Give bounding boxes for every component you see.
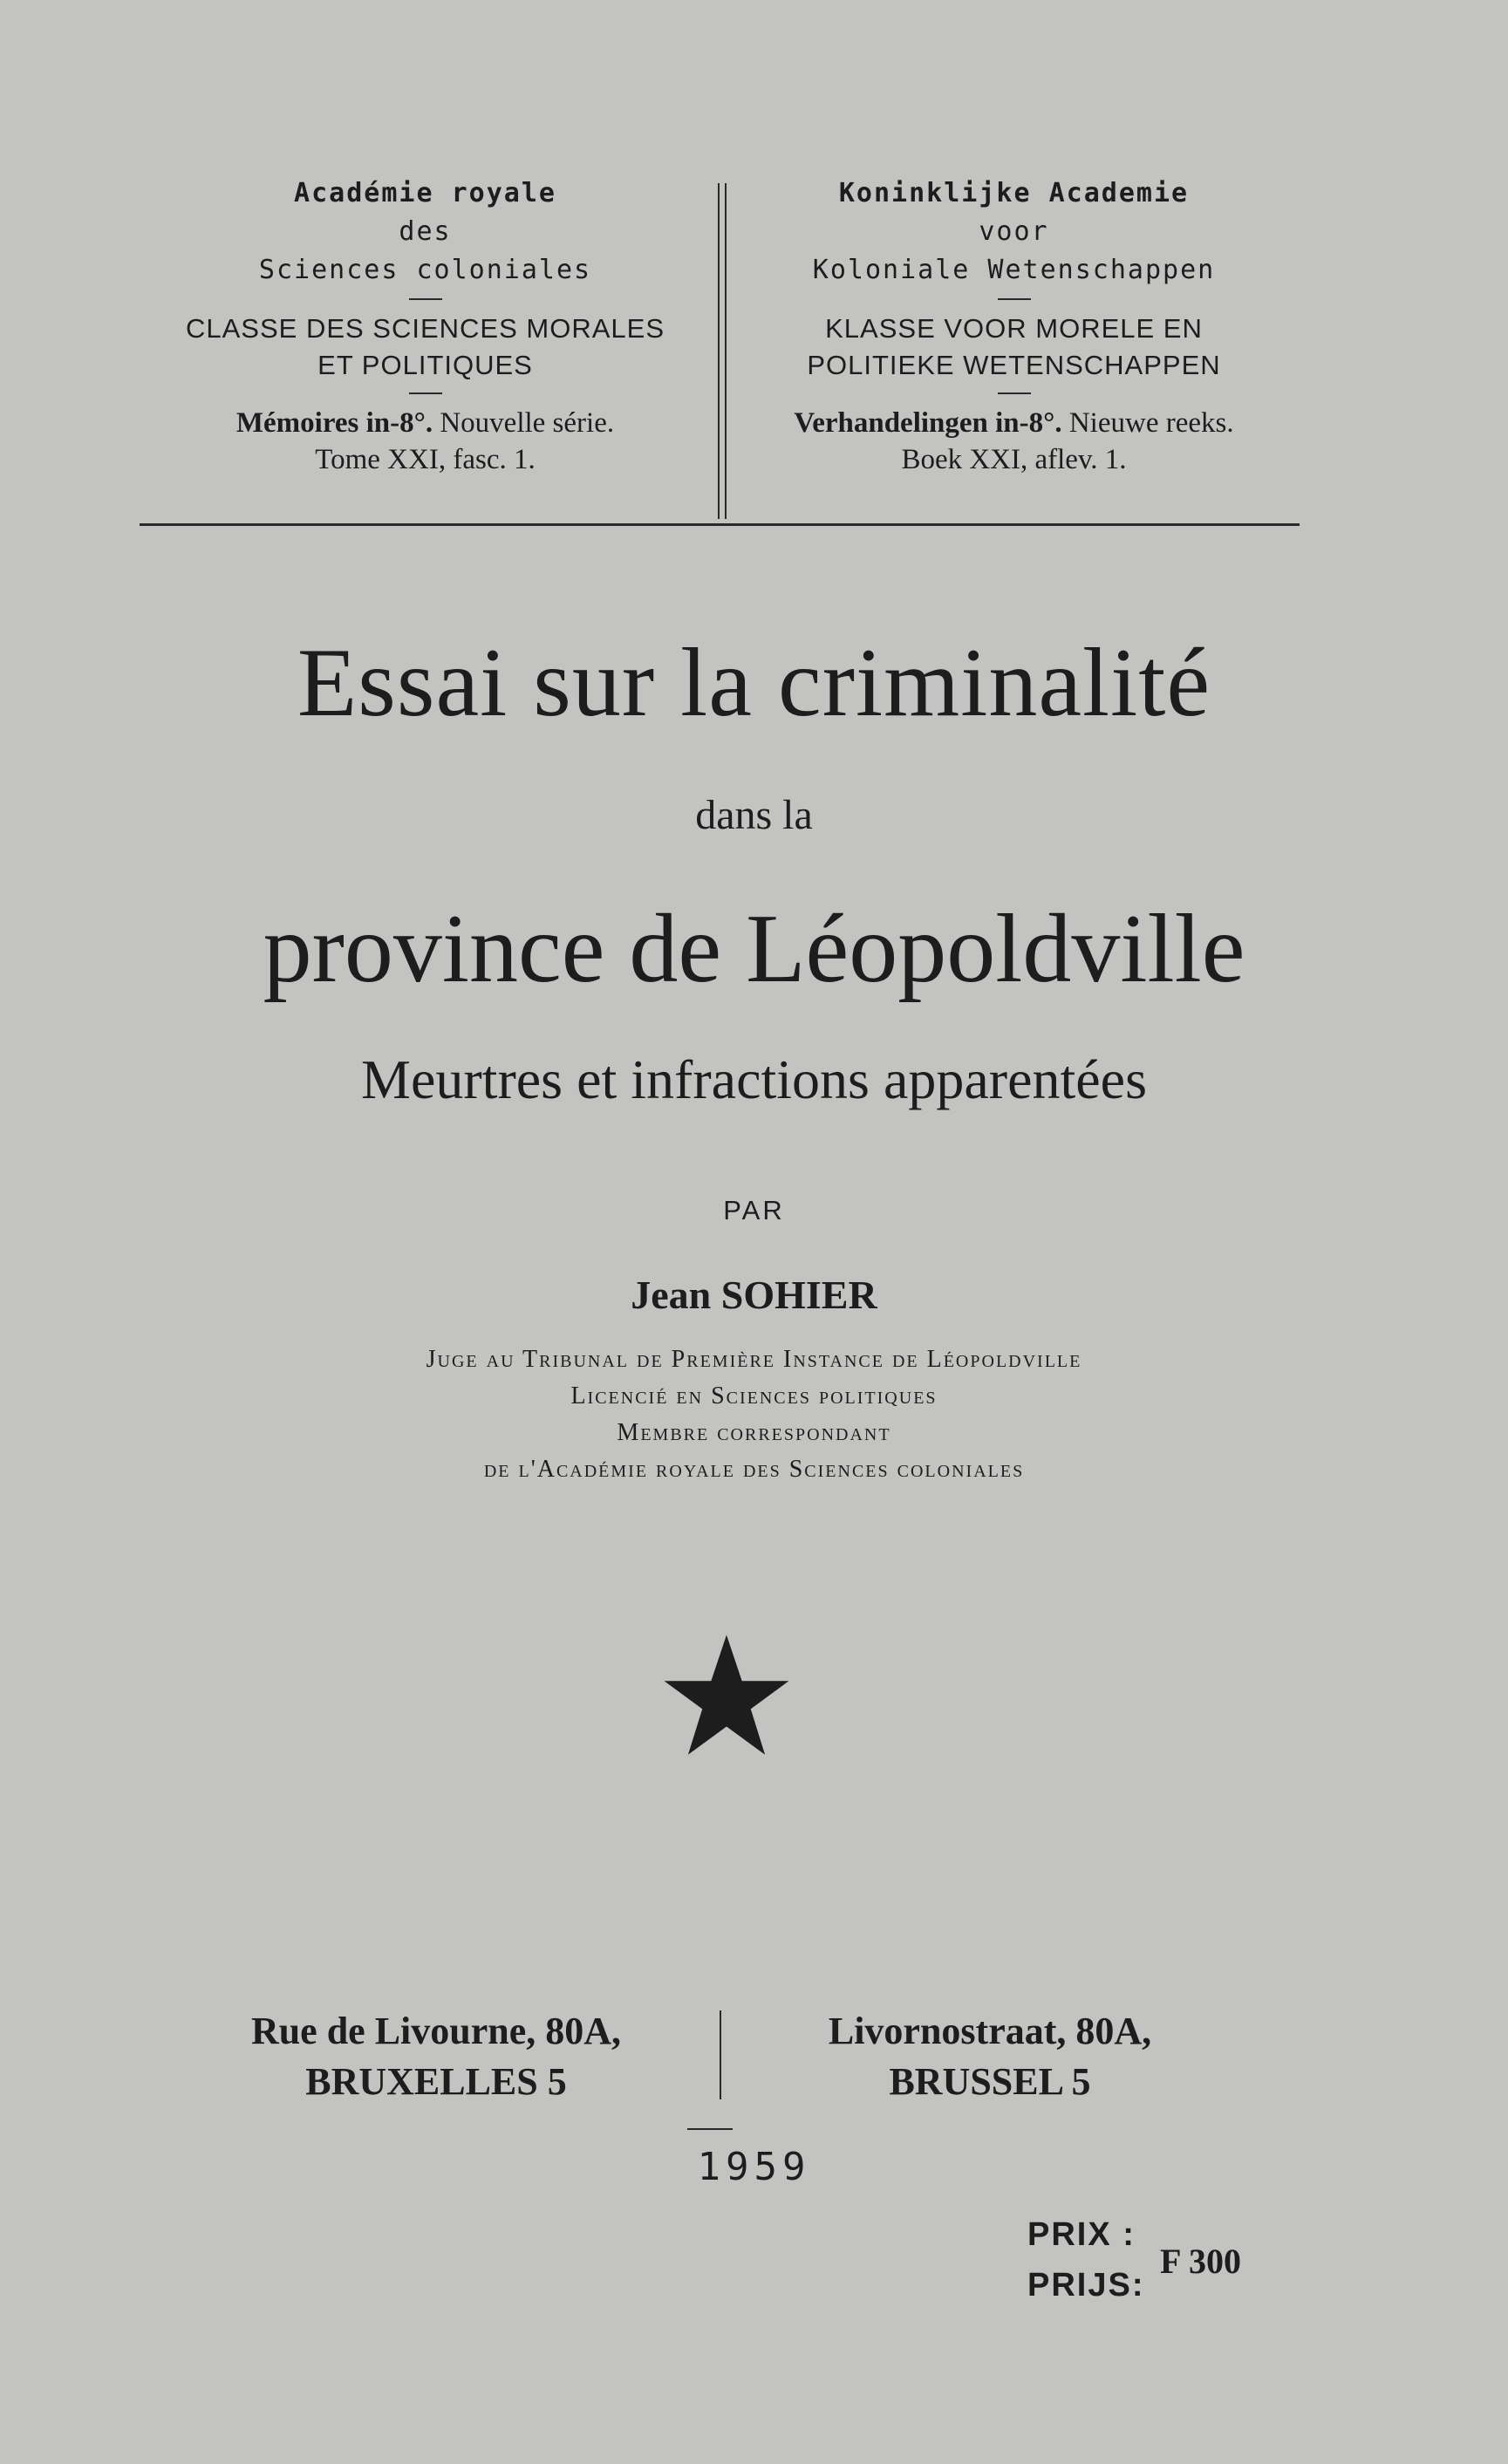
volume-nl: Boek XXI, aflev. 1. (901, 444, 1127, 475)
classe-line2-fr: ET POLITIQUES (317, 350, 533, 380)
price-label-nl: PRIJS: (1027, 2267, 1145, 2304)
qualification-line: Membre correspondant (617, 1419, 891, 1446)
city-nl: BRUSSEL 5 (889, 2060, 1091, 2103)
academy-field-fr: Sciences coloniales (258, 255, 592, 285)
city-fr: BRUXELLES 5 (305, 2060, 567, 2103)
author-name: Jean SOHIER (631, 1273, 877, 1317)
academy-name-nl: Koninklijke Academie (838, 178, 1190, 208)
series-fr (140, 405, 711, 441)
academy-name-fr: Académie royale (294, 178, 556, 208)
series-type-fr: Nouvelle série. (433, 407, 615, 439)
series-label-nl: Verhandelingen in-8°. (794, 407, 1062, 439)
classe-line2-nl: POLITIEKE WETENSCHAPPEN (807, 350, 1221, 380)
qualification-line: de l'Académie royale des Sciences coloniales (483, 1456, 1025, 1483)
street-fr: Rue de Livourne, 80A, (250, 2010, 622, 2052)
series-label-fr: Mémoires in-8°. (235, 407, 433, 439)
classe-line1-fr: CLASSE DES SCIENCES MORALES (186, 313, 665, 344)
book-subtitle: Meurtres et infractions apparentées (361, 1048, 1147, 1110)
publisher-header (140, 174, 1300, 526)
title-connector: dans la (695, 792, 813, 838)
street-nl: Livornostraat, 80A, (828, 2010, 1152, 2052)
by-label: PAR (723, 1195, 785, 1225)
qualification-line: Licencié en Sciences politiques (570, 1382, 938, 1409)
series-type-nl: Nieuwe reeks. (1061, 407, 1234, 439)
qualification-line: Juge au Tribunal de Première Instance de Léopoldville (426, 1346, 1082, 1373)
book-title-province: province de Léopoldville (263, 895, 1245, 1003)
header-dash (998, 392, 1031, 394)
volume-fr: Tome XXI, fasc. 1. (315, 444, 536, 475)
price-value: F 300 (1160, 2242, 1241, 2281)
classe-line1-nl: KLASSE VOOR MORELE EN (825, 313, 1203, 344)
star-icon (661, 1631, 792, 1762)
address-divider (720, 2010, 721, 2099)
academy-field-nl: Koloniale Wetenschappen (812, 255, 1216, 285)
header-dutch (728, 174, 1300, 478)
book-title: Essai sur la criminalité (297, 629, 1211, 737)
address-french (192, 2006, 680, 2107)
series-nl (728, 405, 1300, 441)
header-dash (409, 298, 442, 300)
academy-connector-fr: des (399, 216, 452, 247)
header-french (140, 174, 711, 478)
address-dutch (746, 2006, 1234, 2107)
price-labels (1027, 2209, 1144, 2310)
price-label-fr: PRIX : (1027, 2216, 1136, 2253)
author-qualifications (0, 1341, 1508, 1488)
academy-connector-nl: voor (979, 216, 1049, 247)
year-dash (687, 2128, 733, 2130)
header-divider (718, 183, 727, 519)
publication-year: 1959 (697, 2145, 811, 2189)
header-dash (409, 392, 442, 394)
header-dash (998, 298, 1031, 300)
